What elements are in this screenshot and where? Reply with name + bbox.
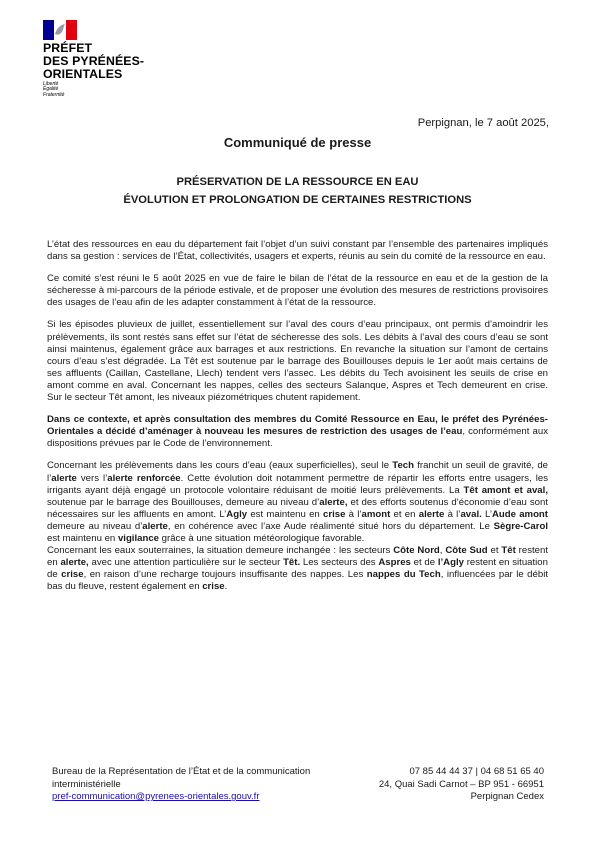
decision-rest: , conformément aux dispositions prévues par le Code de l’environnement. xyxy=(47,426,548,450)
body-text xyxy=(47,239,548,603)
footer-email-link[interactable]: pref-communication@pyrenees-orientales.gouv.fr xyxy=(52,791,260,803)
paragraph-intro: L’état des ressources en eau du département fait l’objet d’un suivi constant par l’ensemble des partenaires impliqués dans sa gestion : services de l’État, collectivités, usagers et experts, réunis au sein du comité de la ressource en eau. xyxy=(47,239,548,263)
wordmark-line3: ORIENTALES xyxy=(43,67,123,81)
footer-street: 24, Quai Sadi Carnot – BP 951 - 66951 xyxy=(378,778,544,790)
footer-department-line1: Bureau de la Représentation de l’État et de la communication xyxy=(52,766,311,777)
wordmark-line2: DES PYRÉNÉES- xyxy=(43,54,145,68)
paragraph-groundwater: Concernant les eaux souterraines, la situation demeure inchangée : les secteurs Côte Nord, Côte Sud et Têt restent en alerte, avec une attention particulière sur le secteur Têt. Les secteurs des Aspres et de l’Agly restent en situation de crise, en raison d’une recharge toujours insuffisante des nappes. Les nappes du Tech, influencées par le débit bas du fleuve, restent également en crise. xyxy=(47,545,548,593)
wordmark-line1: PRÉFET xyxy=(43,41,93,55)
footer-contact xyxy=(52,766,362,804)
republic-motto xyxy=(43,82,64,98)
prefecture-wordmark xyxy=(43,42,144,81)
footer-phone: 07 85 44 44 37 | 04 68 51 65 40 xyxy=(409,766,544,777)
decision-bold: Dans ce contexte, et après consultation des membres du Comité Ressource en Eau, le préfet des Pyrénées-Orientales a décidé d’aménager à nouveau les mesures de restriction des usages de l’eau xyxy=(47,414,548,438)
motto-line3: Fraternité xyxy=(43,91,65,98)
document-date: Perpignan, le 7 août 2025, xyxy=(417,117,549,129)
title-line2: ÉVOLUTION ET PROLONGATION DE CERTAINES RESTRICTIONS xyxy=(123,194,472,206)
paragraph-decision xyxy=(47,414,548,450)
paragraph-committee: Ce comité s’est réuni le 5 août 2025 en vue de faire le bilan de l’état de la ressource en eau et de la gestion de la sécheresse à mi-parcours de la période estivale, et de proposer une évolution des mesures de restrictions provisoires des usages de l’eau afin de les adapter constamment à l’état de la ressource. xyxy=(47,273,548,309)
title-line1: PRÉSERVATION DE LA RESSOURCE EN EAU xyxy=(176,176,419,188)
marianne-logo-icon xyxy=(43,20,77,40)
motto-line1: Liberté xyxy=(43,81,59,87)
paragraph-surface-water: Concernant les prélèvements dans les cours d’eau (eaux superficielles), seul le Tech franchit un seuil de gravité, de l’alerte vers l’alerte renforcée. Cette évolution doit notamment permettre de répartir les efforts entre usagers, les irrigants ayant déjà engagé un protocole volontaire réduisant de moitié leurs prélèvements. La Têt amont et aval, soutenue par le barrage des Bouillouses, demeure au niveau d’alerte, et des efforts soutenus d’économie d’eau sont nécessaires sur les affluents en amont. L’Agly est maintenu en crise à l’amont et en alerte à l’aval. L’Aude amont demeure au niveau d’alerte, en cohérence avec l’axe Aude réalimenté situé hors du département. Le Sègre-Carol est maintenu en vigilance grâce à une situation météorologique favorable. xyxy=(47,460,548,544)
footer-city: Perpignan Cedex xyxy=(470,791,544,803)
document-type: Communiqué de presse xyxy=(223,135,372,150)
footer-address xyxy=(340,766,544,804)
motto-line2: Égalité xyxy=(43,86,59,93)
footer-department-line2: interministérielle xyxy=(52,778,121,790)
paragraph-situation: Si les épisodes pluvieux de juillet, essentiellement sur l’aval des cours d’eau principaux, ont permis d’amoindrir les prélèvements, ils sont restés sans effet sur l’état de sécheresse des sols. Les débits à l’aval des cours d’eau se sont ainsi maintenus, également grâce aux barrages et aux restrictions. En revanche la situation sur l’amont de certains cours d’eau s’est dégradée. La Têt est soutenue par le barrage des Bouillouses depuis le 1er août mais certains de ses affluents (Caillan, Castellane, Llech) tendent vers l’assec. Les débits du Tech avoisinent les seuils de crise en amont comme en aval. Concernant les nappes, celles des secteurs Salanque, Aspres et Tech demeurent en crise. Sur le secteur Têt amont, les niveaux piézométriques chutent rapidement. xyxy=(47,319,548,404)
